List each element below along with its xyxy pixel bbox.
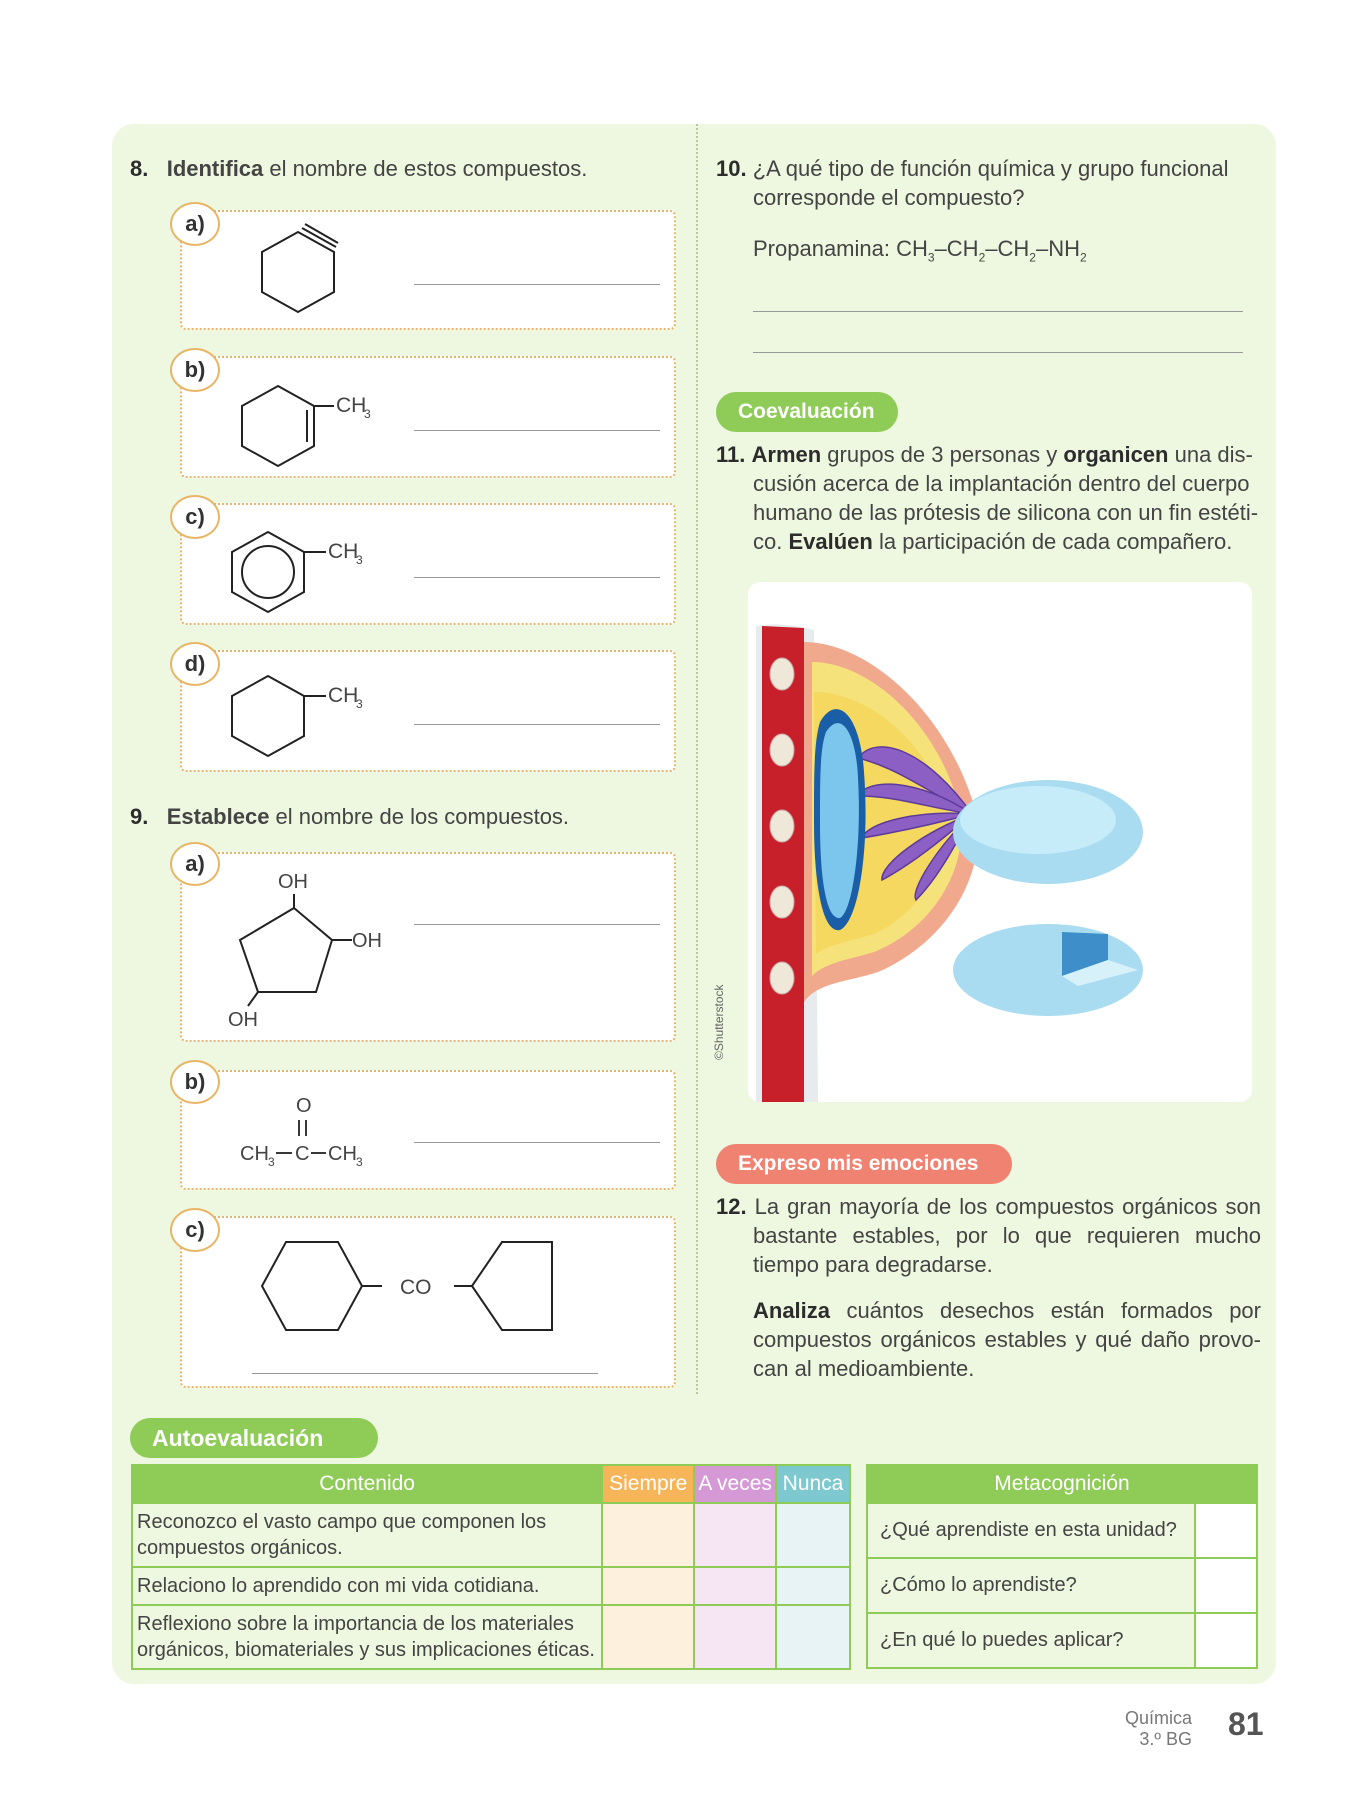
item-label-8a: a) (170, 202, 220, 246)
answer-line-9c[interactable] (252, 1373, 598, 1374)
question-9: 9. Establece el nombre de los compuestos. (130, 804, 570, 829)
answer-line-8c[interactable] (414, 577, 660, 578)
item-label-9b: b) (170, 1060, 220, 1104)
svg-text:OH: OH (352, 930, 382, 952)
emotions-badge: Expreso mis emociones (716, 1144, 1012, 1184)
table-row: ¿Cómo lo aprendiste? (867, 1558, 1257, 1613)
question-12-task: Analiza cuántos desechos están formados por (753, 1298, 1261, 1323)
footer-subject: Química 3.º BG (1124, 1708, 1192, 1749)
self-evaluation-table (131, 1464, 851, 1670)
column-divider (696, 124, 698, 1394)
image-credit: ©Shutterstock (712, 984, 726, 1060)
meta-answer-cell[interactable] (1195, 1613, 1257, 1668)
answer-line-8a[interactable] (414, 284, 660, 285)
coevaluation-badge: Coevaluación (716, 392, 898, 432)
page-number: 81 (1228, 1706, 1264, 1742)
meta-answer-cell[interactable] (1195, 1558, 1257, 1613)
cyclohexyl-cyclopentyl-ketone-structure (258, 1238, 558, 1338)
cyclohexyne-structure (250, 228, 350, 318)
svg-text:C: C (295, 1143, 310, 1165)
answer-line-9b[interactable] (414, 1142, 660, 1143)
cyclopentanetriol-structure (220, 864, 400, 1034)
item-label-9a: a) (170, 842, 220, 886)
toluene-structure (222, 528, 382, 618)
acetone-structure (240, 1092, 390, 1172)
cell-always[interactable] (602, 1567, 694, 1605)
svg-text:CO: CO (400, 1276, 432, 1299)
cell-never[interactable] (776, 1503, 850, 1567)
metacognition-table (866, 1464, 1258, 1669)
ch3-label: CH (328, 540, 359, 563)
methylcyclohexene-structure (230, 382, 390, 472)
svg-text:O: O (296, 1095, 312, 1117)
cell-always[interactable] (602, 1605, 694, 1669)
svg-text:3: 3 (364, 407, 371, 421)
svg-text:OH: OH (278, 871, 308, 893)
breast-implant-illustration (748, 582, 1252, 1102)
cell-sometimes[interactable] (694, 1605, 776, 1669)
table-row: ¿En qué lo puedes aplicar? (867, 1613, 1257, 1668)
cell-never[interactable] (776, 1567, 850, 1605)
item-label-9c: c) (170, 1208, 220, 1252)
self-evaluation-badge: Autoevaluación (130, 1418, 378, 1458)
question-8: 8. Identifica el nombre de estos compuestos. (130, 156, 588, 181)
ch3-label: CH (336, 394, 367, 417)
answer-line-8b[interactable] (414, 430, 660, 431)
answer-line-10a[interactable] (753, 311, 1243, 312)
answer-line-9a[interactable] (414, 924, 660, 925)
header-always: Siempre (602, 1465, 694, 1503)
svg-text:3: 3 (356, 1155, 363, 1169)
answer-line-8d[interactable] (414, 724, 660, 725)
meta-answer-cell[interactable] (1195, 1503, 1257, 1558)
svg-text:3: 3 (268, 1155, 275, 1169)
cell-never[interactable] (776, 1605, 850, 1669)
table-row: Reconozco el vasto campo que componen los compuestos orgánicos. (132, 1503, 850, 1567)
cell-sometimes[interactable] (694, 1567, 776, 1605)
table-row: ¿Qué aprendiste en esta unidad? (867, 1503, 1257, 1558)
answer-line-10b[interactable] (753, 352, 1243, 353)
svg-text:3: 3 (356, 697, 363, 711)
table-row: Reflexiono sobre la importancia de los materiales orgánicos, biomateriales y sus implicaciones éticas. (132, 1605, 850, 1669)
svg-text:CH: CH (328, 1143, 357, 1165)
item-label-8b: b) (170, 348, 220, 392)
methylcyclohexane-structure (222, 672, 382, 762)
cell-always[interactable] (602, 1503, 694, 1567)
cell-sometimes[interactable] (694, 1503, 776, 1567)
svg-text:3: 3 (356, 553, 363, 567)
svg-text:CH: CH (240, 1143, 269, 1165)
header-metacognition: Metacognición (867, 1465, 1257, 1503)
question-10: 10. ¿A qué tipo de función química y grupo funcional corresponde el compuesto? (716, 156, 1229, 210)
svg-text:OH: OH (228, 1009, 258, 1031)
question-12: 12. La gran mayoría de los compuestos orgánicos son (716, 1194, 1261, 1219)
header-never: Nunca (776, 1465, 850, 1503)
item-label-8d: d) (170, 642, 220, 686)
propanamine-formula: Propanamina: $CH_3-CH_2-CH_2-NH_2$ (753, 236, 1087, 265)
question-11: 11. Armen grupos de 3 personas y organicen una dis- cusión acerca de la implantación dentro del cuerpo humano de las prótesis de silicona con un fin estéti- co. Evalúen la participación de cada compañero. (716, 442, 1259, 554)
header-content: Contenido (132, 1465, 602, 1503)
implant-diagram (748, 582, 1252, 1102)
table-row: Relaciono lo aprendido con mi vida cotidiana. (132, 1567, 850, 1605)
ch3-label: CH (328, 684, 359, 707)
header-sometimes: A veces (694, 1465, 776, 1503)
item-label-8c: c) (170, 495, 220, 539)
